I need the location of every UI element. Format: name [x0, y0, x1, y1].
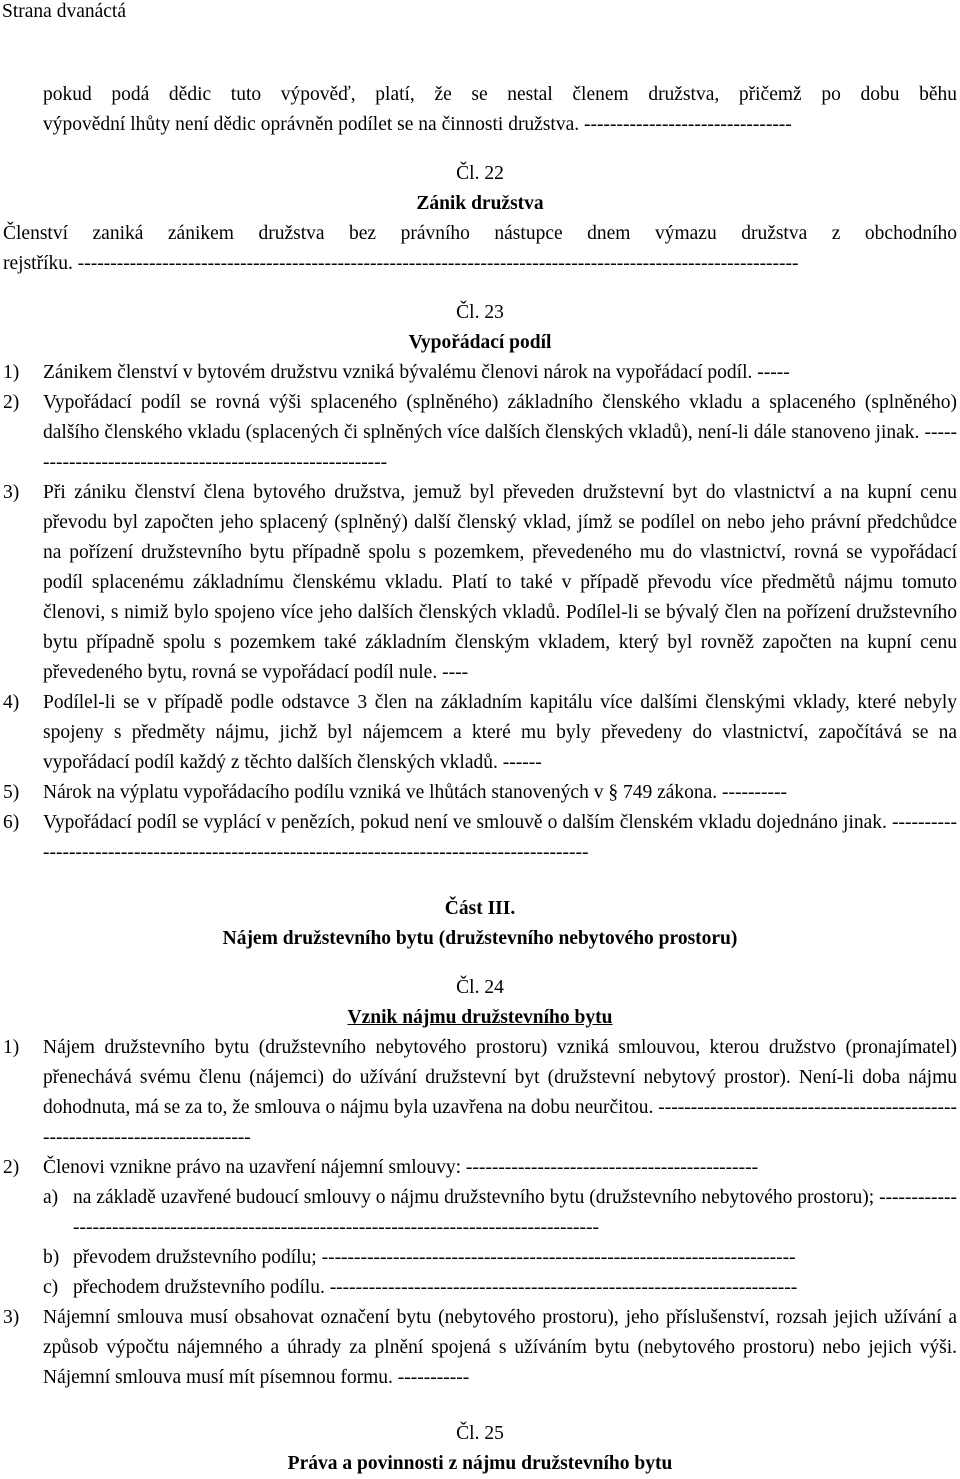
- item-number: 5): [3, 782, 20, 803]
- article-23-title: Vypořádací podíl: [408, 332, 552, 353]
- sub-text: převodem družstevního podílu; -------------------------------------------------------------------------: [73, 1247, 796, 1268]
- article-23: [3, 298, 957, 868]
- item-text: Zánikem členství v bytovém družstvu vzniká bývalému členovi nárok na vypořádací podíl. -----: [43, 362, 790, 383]
- item-number: 3): [3, 482, 20, 503]
- item-text: Členovi vznikne právo na uzavření nájemní smlouvy: ---------------------------------------------: [43, 1157, 759, 1178]
- article-23-number: Čl. 23: [456, 302, 504, 323]
- sub-text: přechodem družstevního podílu. ------------------------------------------------------------------------: [73, 1277, 798, 1298]
- article-22: [3, 159, 957, 279]
- article-24-item-2: [3, 1153, 957, 1183]
- part-3-number: Část III.: [444, 898, 516, 919]
- page-header: Strana dvanáctá: [2, 1, 126, 22]
- item-number: 1): [3, 1037, 20, 1058]
- item-text: Nájem družstevního bytu (družstevního nebytového prostoru) vzniká smlouvou, kterou družstvo (pronajímatel) přenechává svému členu (nájemci) do užívání družstevní byt (družstevní nebytový prostor). Není-li doba nájmu dohodnuta, má se za to, že smlouva o nájmu byla uzavřena na dobu neurčitou. ------------------------------------------------------------------------------: [43, 1037, 957, 1148]
- sub-letter: c): [43, 1277, 59, 1298]
- article-24-sub-a: [3, 1183, 957, 1243]
- item-text: Podílel-li se v případě podle odstavce 3 člen na základním kapitálu více dalšími členskými vklady, které nebyly spojeny s předměty nájmu, jichž byl nájemcem a které mu byly převedeny do vlastnictví, započítává se na vypořádací podíl každý z těchto dalších členských vkladů. ------: [43, 692, 957, 773]
- item-text: Při zániku členství člena bytového družstva, jemuž byl převeden družstevní byt do vlastnictví a na kupní cenu převodu byl započten jeho splacený (splněný) další členský vklad, jímž se podílel on nebo jeho právní předchůdce na pořízení družstevního bytu případně spolu s pozemkem, převedeného mu do vlastnictví, rovná se vypořádací podíl splacenému základnímu členskému vkladu. Platí to také v případě převodu více předmětů nájmu tomuto členovi, s nimiž bylo spojeno více jeho dalších členských vkladů. Podílel-li se bývalý člen na pořízení družstevního bytu případně spolu s pozemkem také základním členským vkladem, který byl rovněž započten na kupní cenu převedeného bytu, rovná se vypořádací podíl nule. ----: [43, 482, 957, 683]
- article-22-number: Čl. 22: [456, 163, 504, 184]
- item-number: 6): [3, 812, 20, 833]
- item-number: 2): [3, 392, 20, 413]
- article-22-line-1: Členství zaniká zánikem družstva bez právního nástupce dnem výmazu družstva z obchodního: [3, 223, 957, 244]
- item-number: 4): [3, 692, 20, 713]
- article-23-item-3: [3, 478, 957, 688]
- article-25-title: Práva a povinnosti z nájmu družstevního bytu: [287, 1453, 673, 1474]
- item-text: Vypořádací podíl se rovná výši splaceného (splněného) základního členského vkladu a splaceného (splněného) dalšího členského vkladu (splacených či splněných více dalších členských vkladů), není-li dále stanoveno jinak. ----------------------------------------------------------: [43, 392, 957, 473]
- article-23-item-6: [3, 808, 957, 868]
- item-number: 3): [3, 1307, 20, 1328]
- sub-letter: b): [43, 1247, 60, 1268]
- part-3-title: Nájem družstevního bytu (družstevního nebytového prostoru): [222, 928, 738, 949]
- article-24-sub-c: [3, 1273, 957, 1303]
- article-25-number: Čl. 25: [456, 1423, 504, 1444]
- sub-letter: a): [43, 1187, 59, 1208]
- document-body: [3, 80, 957, 1479]
- article-24-number: Čl. 24: [456, 977, 504, 998]
- item-text: Vypořádací podíl se vyplácí v penězích, pokud není ve smlouvě o dalším členském vkladu dojednáno jinak. ----------------------------------------------------------------------------------------------: [43, 812, 957, 863]
- part-3: [3, 894, 957, 954]
- article-23-item-4: [3, 688, 957, 778]
- intro-line-1: pokud podá dědic tuto výpověď, platí, že se nestal členem družstva, přičemž po dobu běhu: [43, 84, 957, 105]
- sub-text: na základě uzavřené budoucí smlouvy o nájmu družstevního bytu (družstevního nebytového prostoru); ---------------------------------------------------------------------------------------------: [73, 1187, 957, 1238]
- article-24-title: Vznik nájmu družstevního bytu: [347, 1007, 613, 1028]
- article-24: [3, 973, 957, 1393]
- article-23-item-2: [3, 388, 957, 478]
- article-24-item-3: [3, 1303, 957, 1393]
- article-23-item-5: [3, 778, 957, 808]
- intro-line-2: výpovědní lhůty není dědic oprávněn podílet se na činnosti družstva. --------------------------------: [43, 114, 792, 135]
- item-number: 1): [3, 362, 20, 383]
- article-25: [3, 1419, 957, 1479]
- article-23-item-1: [3, 358, 957, 388]
- article-24-sub-b: [3, 1243, 957, 1273]
- intro-paragraph: [3, 80, 957, 140]
- article-24-item-1: [3, 1033, 957, 1153]
- article-22-title: Zánik družstva: [416, 193, 544, 214]
- item-number: 2): [3, 1157, 20, 1178]
- item-text: Nájemní smlouva musí obsahovat označení bytu (nebytového prostoru), jeho příslušenství, rozsah jejich užívání a způsob výpočtu nájemného a úhrady za plnění spojená s užíváním bytu (nebytového prostoru) nebo jejich výši. Nájemní smlouva musí mít písemnou formu. -----------: [43, 1307, 957, 1388]
- article-22-line-2: rejstříku. ---------------------------------------------------------------------------------------------------------------: [3, 253, 799, 274]
- item-text: Nárok na výplatu vypořádacího podílu vzniká ve lhůtách stanovených v § 749 zákona. ----------: [43, 782, 787, 803]
